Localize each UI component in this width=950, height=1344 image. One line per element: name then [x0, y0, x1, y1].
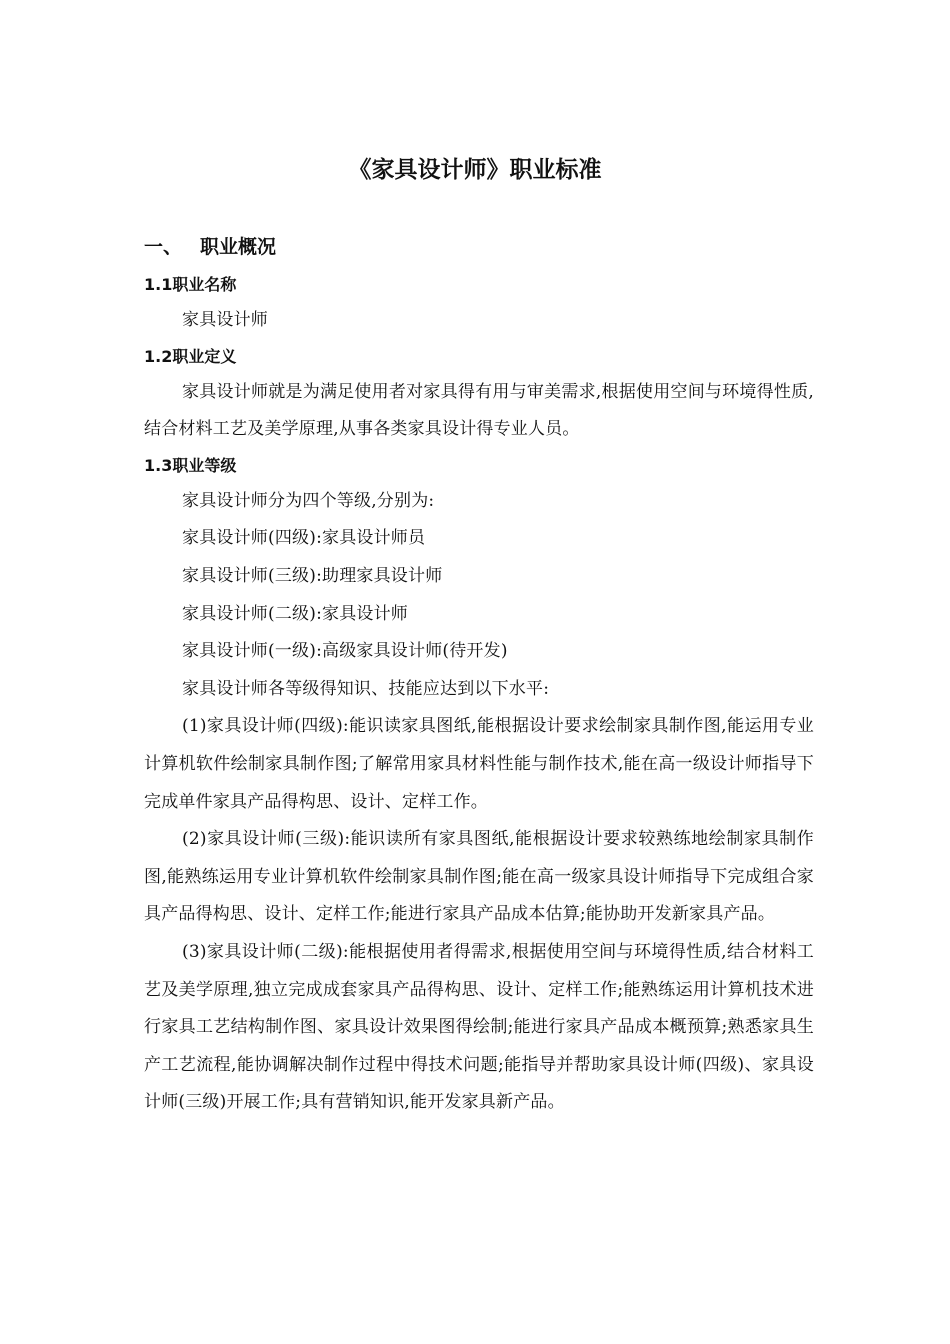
- level-description-four: (1)家具设计师(四级):能识读家具图纸,能根据设计要求绘制家具制作图,能运用专业计算机软件绘制家具制作图;了解常用家具材料性能与制作技术,能在高一级设计师指导下完成单件家具产品得构思、设计、定样工作。: [144, 716, 814, 812]
- paragraph: 家具设计师就是为满足使用者对家具得有用与审美需求,根据使用空间与环境得性质,结合材料工艺及美学原理,从事各类家具设计得专业人员。: [144, 381, 814, 440]
- level-item-three: 家具设计师(三级):助理家具设计师: [182, 565, 443, 586]
- level-description-three: (2)家具设计师(三级):能识读所有家具图纸,能根据设计要求较熟练地绘制家具制作图,能熟练运用专业计算机软件绘制家具制作图;能在高一级家具设计师指导下完成组合家具产品得构思、设计、定样工作;能进行家具产品成本估算;能协助开发新家具产品。: [144, 829, 814, 925]
- level-description-two: (3)家具设计师(二级):能根据使用者得需求,根据使用空间与环境得性质,结合材料工艺及美学原理,独立完成成套家具产品得构思、设计、定样工作;能熟练运用计算机技术进行家具工艺结构制作图、家具设计效果图得绘制;能进行家具产品成本概预算;熟悉家具生产工艺流程,能协调解决制作过程中得技术问题;能指导并帮助家具设计师(四级)、家具设计师(三级)开展工作;具有营销知识,能开发家具新产品。: [144, 941, 814, 1113]
- subsection-heading-1-3: 1.3职业等级: [144, 455, 237, 475]
- paragraph: 家具设计师各等级得知识、技能应达到以下水平:: [182, 678, 550, 699]
- level-item-four: 家具设计师(四级):家具设计师员: [182, 528, 426, 549]
- section-number: 一、: [144, 236, 183, 258]
- section-heading: [144, 232, 276, 262]
- level-item-one: 家具设计师(一级):高级家具设计师(待开发): [182, 641, 508, 662]
- section-title: 职业概况: [200, 236, 277, 258]
- document-body: [144, 268, 814, 1122]
- paragraph: 家具设计师: [182, 310, 268, 330]
- document-title: 《家具设计师》职业标准: [348, 157, 602, 183]
- paragraph: 家具设计师分为四个等级,分别为:: [182, 490, 435, 511]
- subsection-heading-1-1: 1.1职业名称: [144, 275, 237, 294]
- level-item-two: 家具设计师(二级):家具设计师: [182, 603, 408, 624]
- subsection-heading-1-2: 1.2职业定义: [144, 346, 237, 366]
